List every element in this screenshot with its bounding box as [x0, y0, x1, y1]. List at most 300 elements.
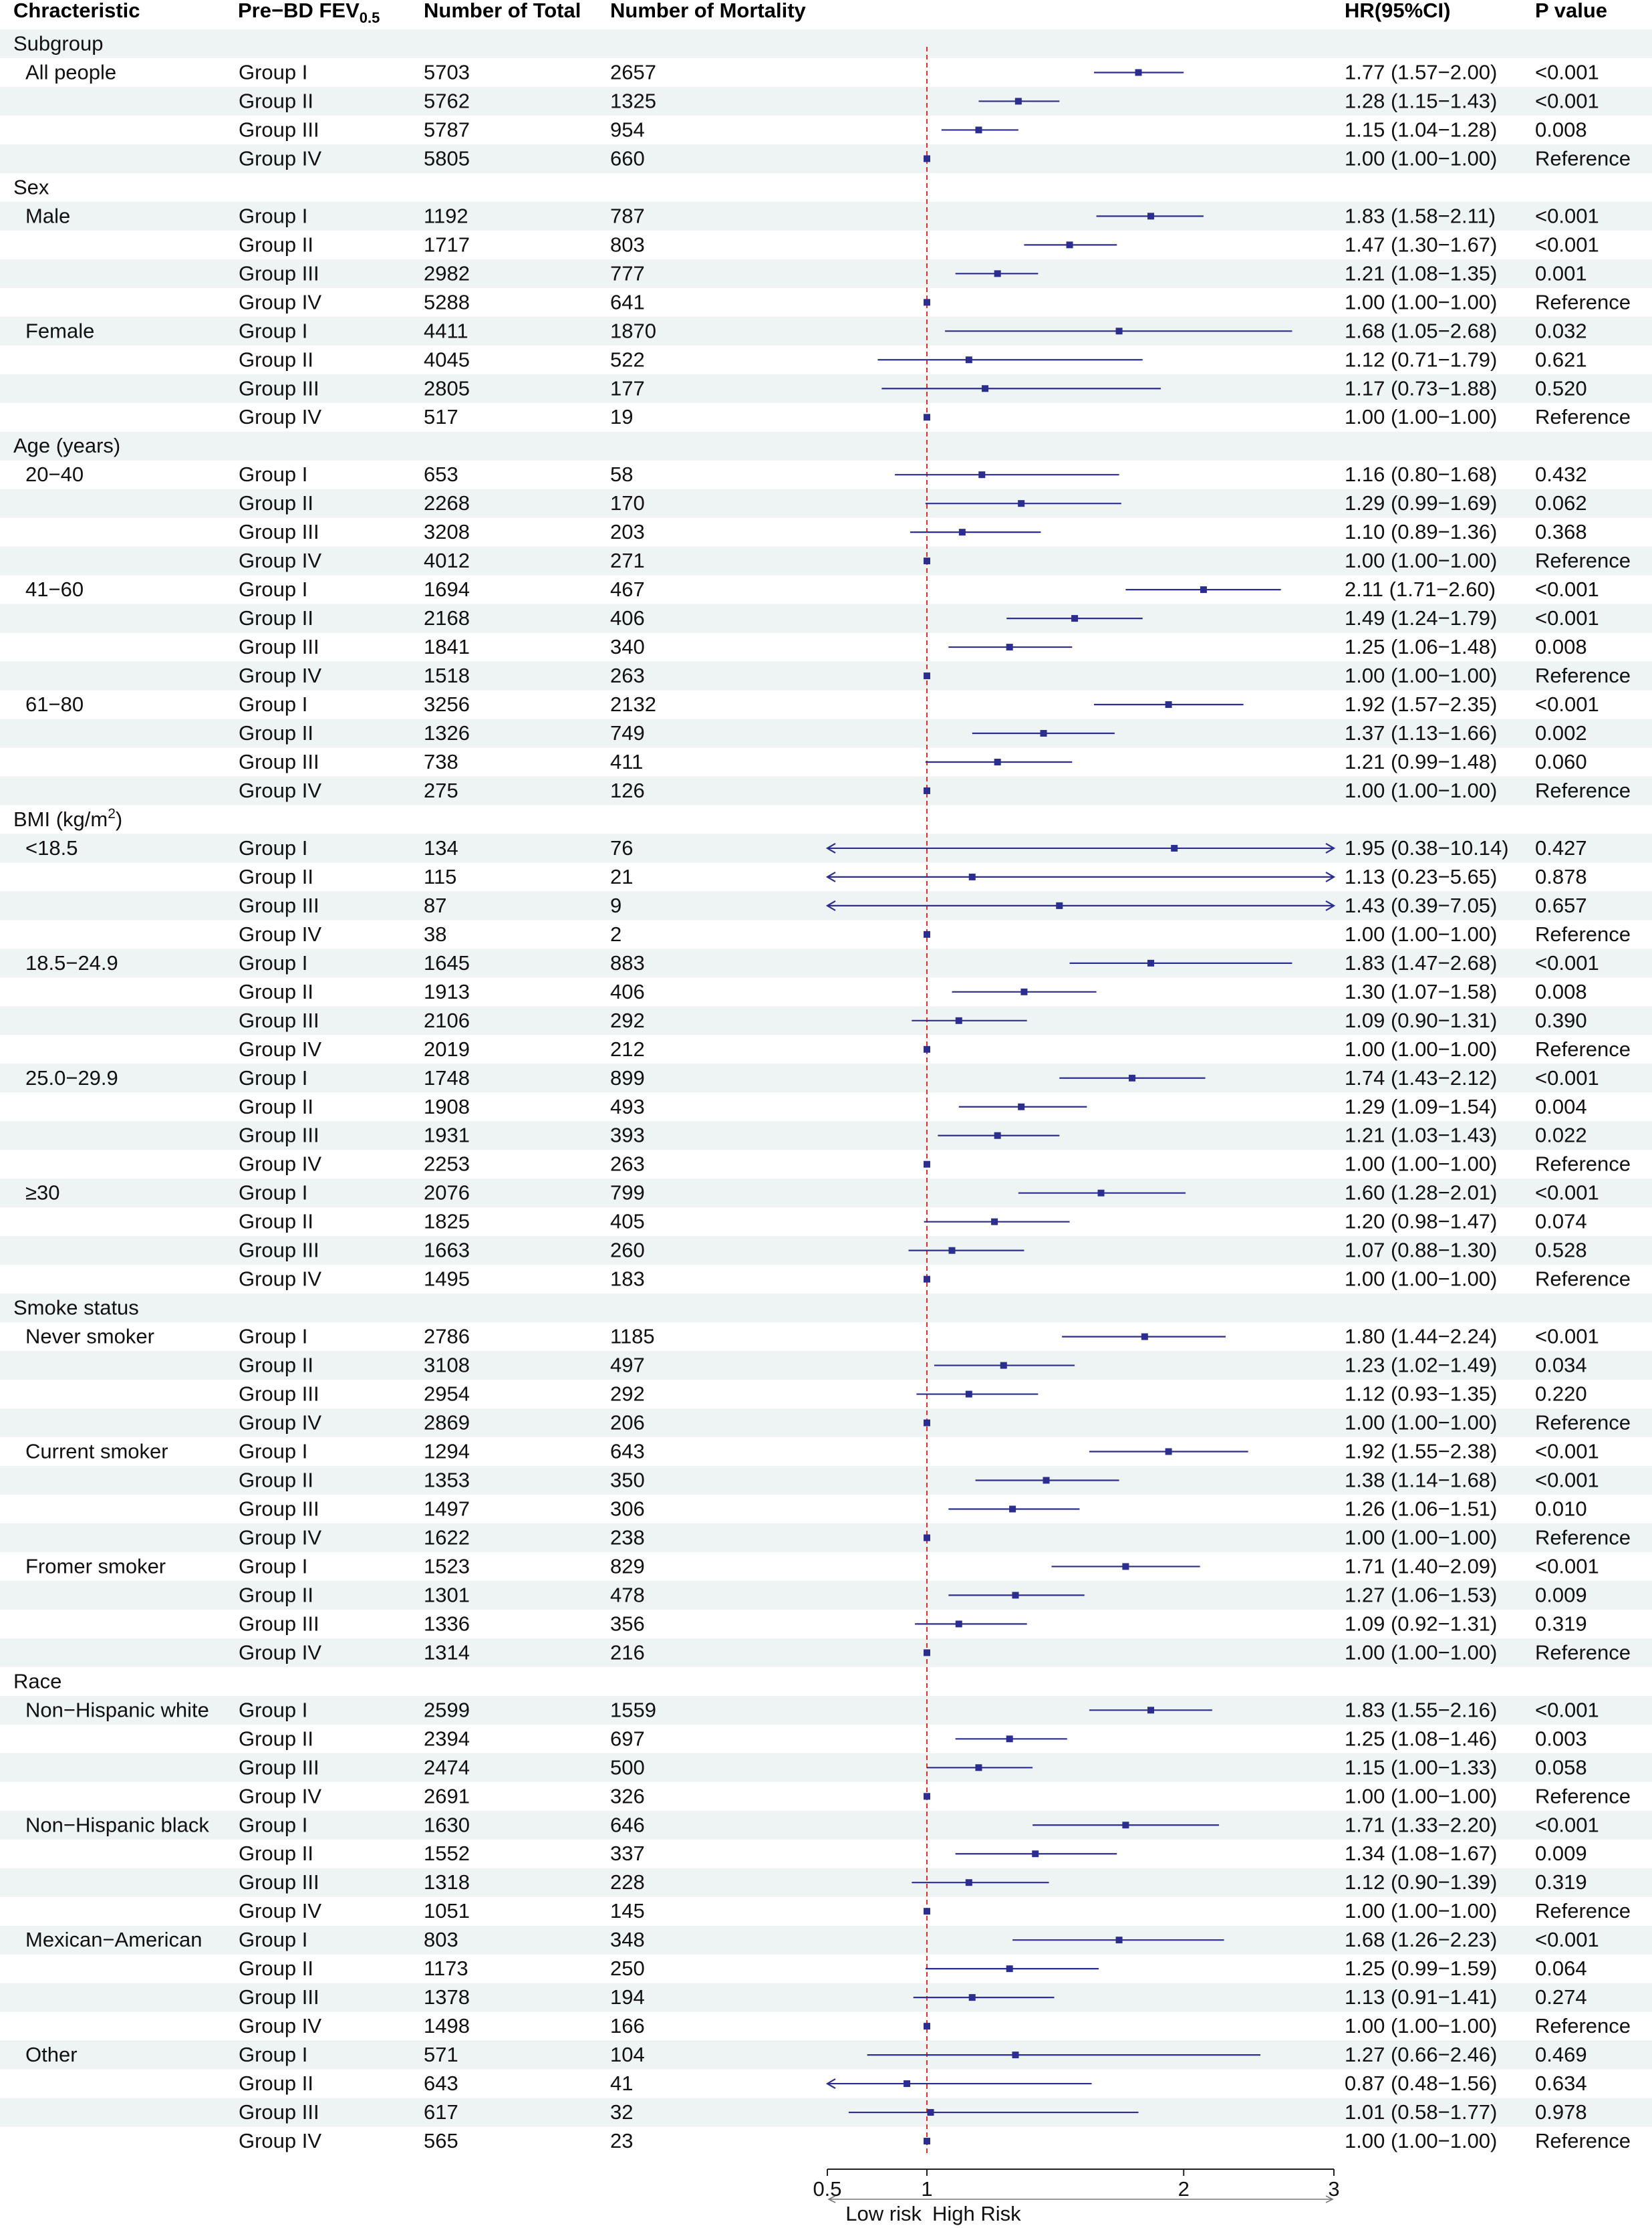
- number-mortality: 260: [610, 1238, 645, 1262]
- number-total: 1622: [424, 1525, 470, 1550]
- hr-marker: [1129, 1075, 1135, 1082]
- hr-ci-text: 1.00 (1.00−1.00): [1345, 2014, 1498, 2038]
- number-total: 1192: [424, 204, 468, 228]
- hr-ci-text: 1.00 (1.00−1.00): [1345, 664, 1498, 688]
- number-mortality: 41: [610, 2072, 634, 2096]
- number-mortality: 292: [610, 1008, 645, 1032]
- hr-ci-text: 1.92 (1.55−2.38): [1345, 1439, 1498, 1463]
- hr-marker: [1116, 328, 1123, 334]
- section-label-text: Race: [13, 1669, 62, 1693]
- hr-marker: [1056, 902, 1063, 909]
- group-label: Group III: [239, 1755, 319, 1779]
- number-total: 4012: [424, 549, 470, 573]
- section-label-text: Smoke status: [13, 1295, 139, 1320]
- hr-marker: [969, 1994, 976, 2001]
- hr-marker: [994, 759, 1001, 765]
- number-mortality: 411: [610, 749, 644, 773]
- subgroup-label: All people: [25, 60, 117, 84]
- hr-marker: [1122, 1822, 1129, 1828]
- group-label: Group I: [239, 1324, 308, 1348]
- hr-ci-text: 1.47 (1.30−1.67): [1345, 233, 1498, 257]
- number-total: 2954: [424, 1382, 470, 1406]
- number-total: 2599: [424, 1698, 470, 1722]
- hr-marker: [975, 1764, 982, 1771]
- number-total: 1630: [424, 1813, 470, 1837]
- p-value: Reference: [1535, 405, 1631, 429]
- number-mortality: 238: [610, 1525, 645, 1550]
- hr-marker: [1006, 644, 1013, 650]
- number-total: 1173: [424, 1957, 468, 1981]
- number-mortality: 478: [610, 1583, 645, 1607]
- number-total: 1717: [424, 233, 470, 257]
- number-total: 1378: [424, 1985, 470, 2009]
- subgroup-label: ≥30: [25, 1181, 60, 1205]
- number-total: 3256: [424, 693, 470, 717]
- group-label: Group II: [239, 979, 313, 1003]
- hr-marker: [1165, 701, 1172, 708]
- number-mortality: 2: [610, 922, 622, 946]
- number-total: 617: [424, 2100, 458, 2124]
- group-label: Group II: [239, 721, 313, 745]
- hr-ci-text: 0.87 (0.48−1.56): [1345, 2072, 1498, 2096]
- group-label: Group II: [239, 606, 313, 630]
- number-mortality: 348: [610, 1928, 645, 1952]
- p-value: 0.009: [1535, 1842, 1587, 1866]
- header-characteristic: Chracteristic: [13, 0, 140, 22]
- hr-ci-text: 1.00 (1.00−1.00): [1345, 405, 1498, 429]
- number-mortality: 19: [610, 405, 634, 429]
- group-label: Group I: [239, 1813, 308, 1837]
- group-label: Group II: [239, 1727, 313, 1751]
- hr-marker: [924, 1161, 930, 1168]
- hr-marker: [1043, 1477, 1050, 1483]
- hr-marker: [1020, 989, 1027, 995]
- hr-ci-text: 1.00 (1.00−1.00): [1345, 922, 1498, 946]
- subgroup-label: Female: [25, 319, 95, 343]
- number-mortality: 206: [610, 1410, 645, 1435]
- number-total: 4045: [424, 348, 470, 372]
- number-mortality: 405: [610, 1209, 645, 1233]
- p-value: 0.634: [1535, 2072, 1587, 2096]
- hr-ci-text: 1.12 (0.71−1.79): [1345, 348, 1498, 372]
- hr-ci-text: 1.25 (0.99−1.59): [1345, 1957, 1498, 1981]
- table-header: [13, 0, 1607, 26]
- x-tick-label: 2: [1178, 2177, 1190, 2201]
- hr-marker: [966, 356, 972, 363]
- number-mortality: 216: [610, 1640, 645, 1664]
- section-label-text: Age (years): [13, 434, 121, 458]
- group-label: Group I: [239, 1928, 308, 1952]
- number-mortality: 326: [610, 1784, 645, 1808]
- hr-ci-text: 1.25 (1.08−1.46): [1345, 1727, 1498, 1751]
- hr-marker: [924, 1908, 930, 1914]
- number-total: 1931: [424, 1123, 470, 1147]
- number-total: 2019: [424, 1037, 470, 1061]
- group-label: Group III: [239, 2100, 319, 2124]
- number-mortality: 337: [610, 1842, 645, 1866]
- number-mortality: 899: [610, 1066, 645, 1090]
- group-label: Group III: [239, 1985, 319, 2009]
- number-mortality: 145: [610, 1899, 645, 1923]
- subgroup-label: <18.5: [25, 836, 78, 860]
- group-label: Group IV: [239, 2014, 322, 2038]
- number-total: 1825: [424, 1209, 470, 1233]
- hr-ci-text: 1.13 (0.23−5.65): [1345, 864, 1498, 888]
- group-label: Group IV: [239, 146, 322, 170]
- group-label: Group II: [239, 491, 313, 515]
- group-label: Group IV: [239, 290, 322, 314]
- number-mortality: 271: [610, 549, 645, 573]
- p-value: Reference: [1535, 2014, 1631, 2038]
- hr-marker: [924, 2023, 930, 2029]
- group-label: Group III: [239, 1238, 319, 1262]
- p-value: 0.004: [1535, 1094, 1587, 1118]
- group-label: Group II: [239, 1209, 313, 1233]
- number-total: 38: [424, 922, 447, 946]
- p-value: 0.621: [1535, 348, 1587, 372]
- p-value: <0.001: [1535, 1928, 1599, 1952]
- p-value: <0.001: [1535, 1066, 1599, 1090]
- subgroup-label: 20−40: [25, 463, 84, 487]
- hr-ci-text: 1.16 (0.80−1.68): [1345, 463, 1498, 487]
- group-label: Group III: [239, 520, 319, 544]
- group-label: Group II: [239, 1468, 313, 1492]
- hr-marker: [924, 2138, 930, 2144]
- number-mortality: 406: [610, 606, 645, 630]
- hr-ci-text: 1.37 (1.13−1.66): [1345, 721, 1498, 745]
- group-label: Group II: [239, 1842, 313, 1866]
- hr-marker: [924, 931, 930, 938]
- number-total: 2805: [424, 376, 470, 400]
- number-total: 1645: [424, 951, 470, 975]
- p-value: 0.008: [1535, 635, 1587, 659]
- hr-ci-text: 1.29 (0.99−1.69): [1345, 491, 1498, 515]
- hr-marker: [1018, 1104, 1024, 1110]
- header-pre-bd-fev: [238, 0, 380, 26]
- p-value: <0.001: [1535, 233, 1599, 257]
- group-label: Group I: [239, 204, 308, 228]
- p-value: Reference: [1535, 778, 1631, 802]
- hr-ci-text: 1.00 (1.00−1.00): [1345, 1267, 1498, 1291]
- p-value: 0.878: [1535, 864, 1587, 888]
- hr-ci-text: 1.83 (1.47−2.68): [1345, 951, 1498, 975]
- p-value: 0.002: [1535, 721, 1587, 745]
- hr-marker: [956, 1017, 962, 1024]
- group-label: Group III: [239, 118, 319, 142]
- hr-ci-text: 1.12 (0.90−1.39): [1345, 1870, 1498, 1894]
- number-mortality: 340: [610, 635, 645, 659]
- p-value: Reference: [1535, 922, 1631, 946]
- number-mortality: 350: [610, 1468, 645, 1492]
- low-risk-label: Low risk: [845, 2202, 922, 2225]
- number-mortality: 393: [610, 1123, 645, 1147]
- hr-marker: [1006, 1965, 1013, 1972]
- hr-marker: [924, 299, 930, 305]
- number-total: 115: [424, 864, 457, 888]
- section-label-text: Sex: [13, 175, 49, 199]
- hr-marker: [959, 529, 966, 535]
- hr-marker: [1012, 1592, 1018, 1598]
- p-value: Reference: [1535, 664, 1631, 688]
- number-mortality: 660: [610, 146, 645, 170]
- group-label: Group IV: [239, 549, 322, 573]
- number-total: 87: [424, 893, 447, 917]
- number-total: 2982: [424, 261, 470, 285]
- section-label: [13, 31, 103, 55]
- group-label: Group I: [239, 319, 308, 343]
- number-mortality: 183: [610, 1267, 645, 1291]
- hr-ci-text: 1.29 (1.09−1.54): [1345, 1094, 1498, 1118]
- group-label: Group II: [239, 1094, 313, 1118]
- hr-marker: [1171, 845, 1178, 852]
- subgroup-label: 61−80: [25, 693, 84, 717]
- number-mortality: 803: [610, 233, 645, 257]
- hr-ci-text: 1.15 (1.04−1.28): [1345, 118, 1498, 142]
- p-value: 0.032: [1535, 319, 1587, 343]
- hr-marker: [1147, 960, 1154, 967]
- number-mortality: 777: [610, 261, 645, 285]
- hr-ci-text: 1.17 (0.73−1.88): [1345, 376, 1498, 400]
- group-label: Group I: [239, 951, 308, 975]
- hr-ci-text: 1.83 (1.55−2.16): [1345, 1698, 1498, 1722]
- p-value: <0.001: [1535, 606, 1599, 630]
- number-mortality: 643: [610, 1439, 645, 1463]
- number-mortality: 493: [610, 1094, 645, 1118]
- p-value: 0.022: [1535, 1123, 1587, 1147]
- hr-ci-text: 1.95 (0.38−10.14): [1345, 836, 1509, 860]
- section-label-suffix: ): [115, 807, 123, 831]
- number-total: 1318: [424, 1870, 470, 1894]
- group-label: Group III: [239, 1008, 319, 1032]
- hr-ci-text: 1.00 (1.00−1.00): [1345, 1784, 1498, 1808]
- hr-ci-text: 1.77 (1.57−2.00): [1345, 60, 1498, 84]
- number-total: 2786: [424, 1324, 470, 1348]
- hr-ci-text: 1.12 (0.93−1.35): [1345, 1382, 1498, 1406]
- subgroup-label: Male: [25, 204, 71, 228]
- hr-ci-text: 1.74 (1.43−2.12): [1345, 1066, 1498, 1090]
- hr-marker: [956, 1620, 962, 1627]
- subgroup-label: Non−Hispanic white: [25, 1698, 209, 1722]
- hr-ci-text: 1.09 (0.92−1.31): [1345, 1612, 1498, 1636]
- p-value: 0.528: [1535, 1238, 1587, 1262]
- hr-ci-text: 2.11 (1.71−2.60): [1345, 578, 1496, 602]
- p-value: 0.064: [1535, 1957, 1587, 1981]
- number-total: 2394: [424, 1727, 470, 1751]
- p-value: 0.010: [1535, 1497, 1587, 1521]
- group-label: Group III: [239, 1382, 319, 1406]
- hr-marker: [982, 385, 988, 392]
- number-total: 643: [424, 2072, 458, 2096]
- header-pre-bd-prefix: Pre−BD FEV: [238, 0, 360, 22]
- row-stripe: [0, 29, 1652, 58]
- number-total: 1326: [424, 721, 470, 745]
- hr-marker: [1116, 1937, 1123, 1943]
- p-value: <0.001: [1535, 1468, 1599, 1492]
- group-label: Group IV: [239, 1899, 322, 1923]
- hr-marker: [1012, 2052, 1018, 2058]
- hr-marker: [1165, 1449, 1172, 1455]
- number-total: 275: [424, 778, 458, 802]
- p-value: 0.058: [1535, 1755, 1587, 1779]
- group-label: Group I: [239, 463, 308, 487]
- number-total: 1908: [424, 1094, 470, 1118]
- hr-ci-text: 1.20 (0.98−1.47): [1345, 1209, 1498, 1233]
- number-mortality: 2657: [610, 60, 656, 84]
- p-value: <0.001: [1535, 578, 1599, 602]
- hr-ci-text: 1.21 (1.08−1.35): [1345, 261, 1498, 285]
- hr-ci-text: 1.00 (1.00−1.00): [1345, 778, 1498, 802]
- hr-ci-text: 1.60 (1.28−2.01): [1345, 1181, 1498, 1205]
- number-mortality: 263: [610, 1152, 645, 1176]
- number-mortality: 32: [610, 2100, 634, 2124]
- hr-ci-text: 1.09 (0.90−1.31): [1345, 1008, 1498, 1032]
- p-value: 0.009: [1535, 1583, 1587, 1607]
- section-label: [13, 434, 120, 457]
- hr-ci-text: 1.68 (1.05−2.68): [1345, 319, 1498, 343]
- group-label: Group IV: [239, 1410, 322, 1435]
- p-value: 0.074: [1535, 1209, 1587, 1233]
- group-label: Group IV: [239, 1525, 322, 1550]
- number-total: 4411: [424, 319, 468, 343]
- hr-ci-text: 1.00 (1.00−1.00): [1345, 1410, 1498, 1435]
- p-value: <0.001: [1535, 1439, 1599, 1463]
- number-mortality: 697: [610, 1727, 645, 1751]
- p-value: 0.657: [1535, 893, 1587, 917]
- p-value: Reference: [1535, 1784, 1631, 1808]
- number-total: 517: [424, 405, 458, 429]
- header-pre-bd-subscript: 0.5: [359, 9, 380, 26]
- hr-marker: [1067, 241, 1073, 248]
- number-total: 1518: [424, 664, 470, 688]
- number-mortality: 263: [610, 664, 645, 688]
- hr-ci-text: 1.21 (0.99−1.48): [1345, 749, 1498, 773]
- group-label: Group I: [239, 1066, 308, 1090]
- group-label: Group I: [239, 578, 308, 602]
- section-label-text: BMI (kg/m: [13, 807, 108, 831]
- number-mortality: 799: [610, 1181, 645, 1205]
- section-label-text: Subgroup: [13, 31, 104, 55]
- row-stripe: [0, 432, 1652, 461]
- group-label: Group III: [239, 1123, 319, 1147]
- hr-marker: [969, 874, 976, 880]
- number-mortality: 292: [610, 1382, 645, 1406]
- number-mortality: 170: [610, 491, 645, 515]
- p-value: Reference: [1535, 1267, 1631, 1291]
- number-total: 2268: [424, 491, 470, 515]
- p-value: <0.001: [1535, 204, 1599, 228]
- group-label: Group III: [239, 749, 319, 773]
- number-mortality: 356: [610, 1612, 645, 1636]
- number-mortality: 177: [610, 376, 645, 400]
- group-label: Group IV: [239, 1152, 322, 1176]
- number-total: 565: [424, 2129, 458, 2153]
- hr-marker: [1000, 1362, 1007, 1369]
- p-value: 0.368: [1535, 520, 1587, 544]
- p-value: <0.001: [1535, 1554, 1599, 1578]
- number-mortality: 126: [610, 778, 645, 802]
- hr-marker: [1015, 98, 1022, 104]
- hr-ci-text: 1.23 (1.02−1.49): [1345, 1353, 1498, 1377]
- hr-ci-text: 1.00 (1.00−1.00): [1345, 1640, 1498, 1664]
- number-total: 1495: [424, 1267, 470, 1291]
- number-total: 1336: [424, 1612, 470, 1636]
- number-total: 1748: [424, 1066, 470, 1090]
- hr-marker: [924, 1534, 930, 1541]
- hr-ci-text: 1.00 (1.00−1.00): [1345, 2129, 1498, 2153]
- hr-ci-text: 1.28 (1.15−1.43): [1345, 89, 1498, 113]
- hr-ci-text: 1.00 (1.00−1.00): [1345, 1152, 1498, 1176]
- number-total: 1498: [424, 2014, 470, 2038]
- number-mortality: 1870: [610, 319, 656, 343]
- number-total: 1841: [424, 635, 470, 659]
- group-label: Group III: [239, 1612, 319, 1636]
- p-value: 0.003: [1535, 1727, 1587, 1751]
- hr-ci-text: 1.15 (1.00−1.33): [1345, 1755, 1498, 1779]
- number-total: 653: [424, 463, 458, 487]
- p-value: 0.978: [1535, 2100, 1587, 2124]
- p-value: 0.060: [1535, 749, 1587, 773]
- hr-marker: [1032, 1850, 1039, 1857]
- p-value: 0.432: [1535, 463, 1587, 487]
- hr-ci-text: 1.01 (0.58−1.77): [1345, 2100, 1498, 2124]
- p-value: Reference: [1535, 290, 1631, 314]
- header-number-mortality: Number of Mortality: [610, 0, 806, 22]
- number-total: 2474: [424, 1755, 470, 1779]
- group-label: Group III: [239, 1870, 319, 1894]
- p-value: 0.390: [1535, 1008, 1587, 1032]
- number-mortality: 104: [610, 2043, 645, 2067]
- number-mortality: 166: [610, 2014, 645, 2038]
- number-total: 2106: [424, 1008, 470, 1032]
- number-mortality: 250: [610, 1957, 645, 1981]
- hr-ci-text: 1.38 (1.14−1.68): [1345, 1468, 1498, 1492]
- number-total: 2869: [424, 1410, 470, 1435]
- group-label: Group II: [239, 89, 313, 113]
- p-value: 0.034: [1535, 1353, 1587, 1377]
- hr-marker: [1041, 730, 1047, 737]
- p-value: 0.319: [1535, 1612, 1587, 1636]
- number-total: 1694: [424, 578, 470, 602]
- hr-marker: [924, 1420, 930, 1427]
- x-tick-label: 1: [921, 2177, 933, 2201]
- group-label: Group I: [239, 1439, 308, 1463]
- hr-marker: [994, 270, 1001, 277]
- group-label: Group III: [239, 635, 319, 659]
- hr-ci-text: 1.13 (0.91−1.41): [1345, 1985, 1498, 2009]
- hr-marker: [1098, 1190, 1105, 1197]
- number-total: 1353: [424, 1468, 470, 1492]
- x-axis: [813, 2169, 1339, 2225]
- hr-ci-text: 1.71 (1.40−2.09): [1345, 1554, 1498, 1578]
- hr-ci-text: 1.21 (1.03−1.43): [1345, 1123, 1498, 1147]
- p-value: 0.274: [1535, 1985, 1587, 2009]
- hr-marker: [924, 1276, 930, 1283]
- number-total: 5762: [424, 89, 470, 113]
- number-total: 3208: [424, 520, 470, 544]
- group-label: Group IV: [239, 405, 322, 429]
- p-value: 0.008: [1535, 118, 1587, 142]
- hr-ci-text: 1.68 (1.26−2.23): [1345, 1928, 1498, 1952]
- number-total: 2168: [424, 606, 470, 630]
- hr-ci-text: 1.10 (0.89−1.36): [1345, 520, 1498, 544]
- number-total: 2253: [424, 1152, 470, 1176]
- group-label: Group III: [239, 376, 319, 400]
- group-label: Group III: [239, 893, 319, 917]
- subgroup-label: Mexican−American: [25, 1928, 202, 1952]
- p-value: <0.001: [1535, 89, 1599, 113]
- group-label: Group IV: [239, 1267, 322, 1291]
- p-value: Reference: [1535, 1037, 1631, 1061]
